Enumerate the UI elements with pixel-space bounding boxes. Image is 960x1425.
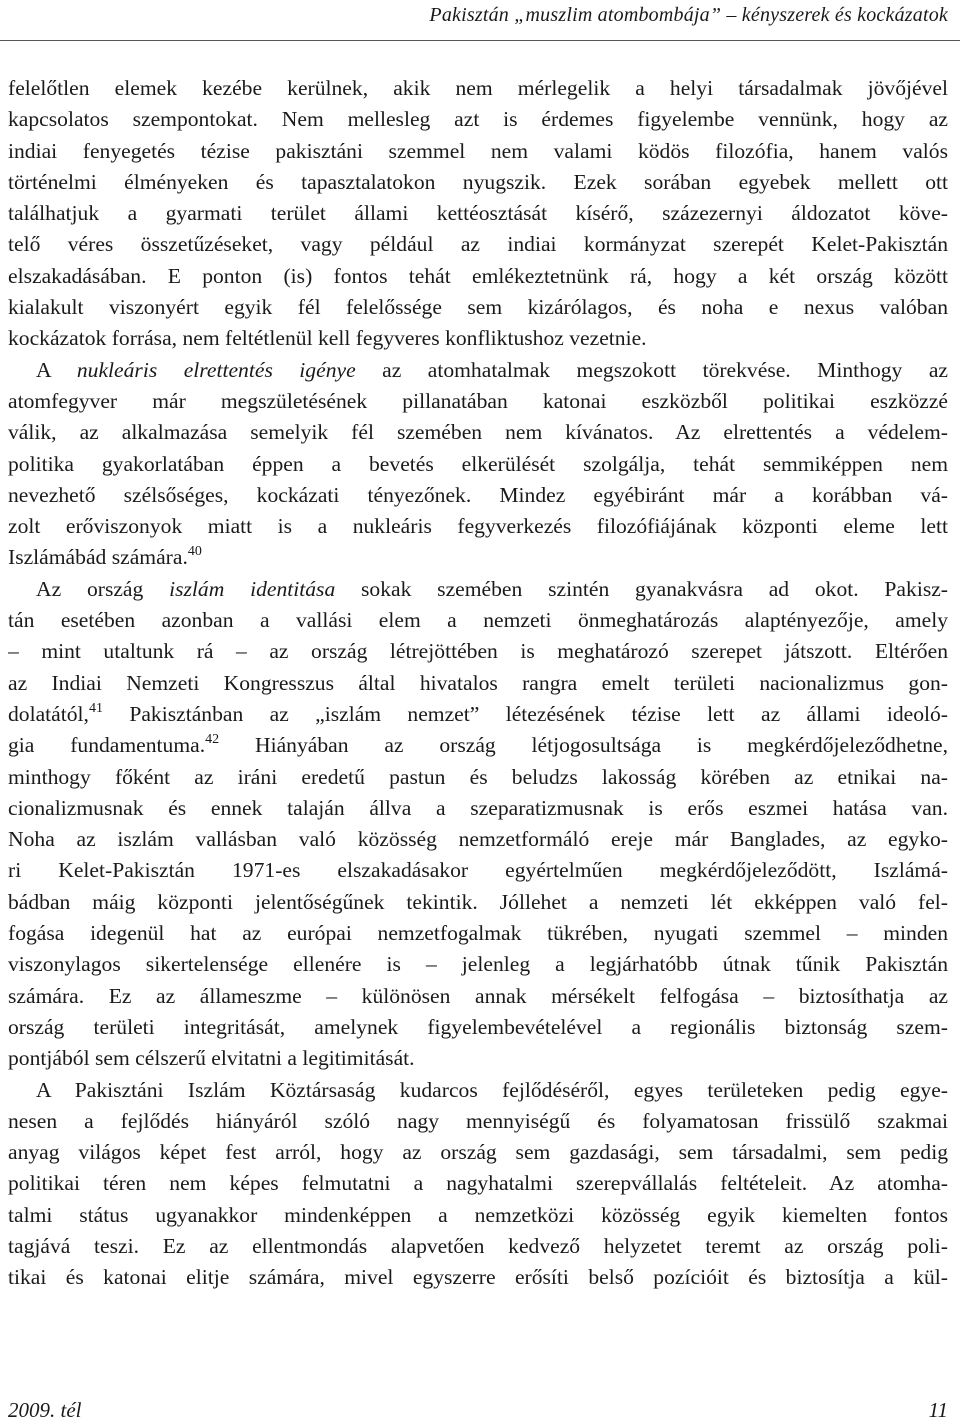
text-run: az atomhatalmak megszokott törekvése. Minthogy az: [355, 357, 948, 382]
footnote-ref[interactable]: 42: [205, 732, 220, 748]
text-line: zolt erőviszonyok miatt is a nukleáris fegyverkezés filozófiájának központi eleme lett: [8, 514, 948, 539]
text-run: Iszlámábád számára.: [8, 545, 188, 570]
text-line: minthogy főként az iráni eredetű pastun és beludzs lakosság körében az etnikai na-: [8, 764, 948, 789]
text-line: kapcsolatos szempontokat. Nem mellesleg azt is érdemes figyelembe vennünk, hogy az: [8, 107, 948, 132]
emphasis-term: nukleáris elrettentés igénye: [76, 357, 356, 382]
text-line: ri Kelet-Pakisztán 1971-es elszakadásakor egyértelműen megkérdőjeleződött, Iszlámá-: [8, 858, 948, 883]
text-run: Az ország: [36, 576, 170, 601]
text-line: az Indiai Nemzeti Kongresszus által hivatalos rangra emelt területi nacionalizmus gon-: [8, 670, 948, 695]
text-run: dolatától,: [8, 701, 89, 726]
text-line: találhatjuk a gyarmati terület állami kettéosztását kísérő, százezernyi áldozatot köve-: [8, 201, 948, 226]
text-line: felelőtlen elemek kezébe kerülnek, akik nem mérlegelik a helyi társadalmak jövőjével: [8, 76, 948, 100]
footnote-ref[interactable]: 41: [88, 700, 103, 716]
text-line: politikai téren nem képes felmutatni a nagyhatalmi szerepvállalás feltételeit. Az atomha-: [8, 1171, 948, 1196]
text-line: politika gyakorlatában éppen a bevetés elkerülését szolgálja, tehát semmiképpen nem: [8, 451, 948, 476]
text-run: Hiányában az ország létjogosultsága is megkérdőjeleződhetne,: [219, 733, 948, 758]
emphasis-term: iszlám identitása: [169, 576, 336, 601]
text-line: tagjává teszi. Ez az ellentmondás alapvetően kedvező helyzetet teremt az ország poli-: [8, 1233, 948, 1258]
text-line: [8, 699, 948, 730]
paragraph-2: [8, 355, 948, 574]
text-run: sokak szemében szintén gyanakvásra ad okot. Pakisz-: [335, 576, 948, 601]
text-run: Pakisztánban az „iszlám nemzet” létezésének tézise lett az állami ideoló-: [102, 701, 948, 726]
text-line: Noha az iszlám vallásban való közösség nemzetformáló ereje már Banglades, az egyko-: [8, 827, 948, 852]
text-line: [8, 542, 948, 573]
text-line: A Pakisztáni Iszlám Köztársaság kudarcos fejlődéséről, egyes területeken pedig egye-: [36, 1077, 948, 1102]
text-line: bádban máig központi jelentőségűnek tekintik. Jóllehet a nemzeti lét ekképpen való fel-: [8, 889, 948, 914]
text-line: anyag világos képet fest arról, hogy az ország sem gazdasági, sem társadalmi, sem pedig: [8, 1140, 948, 1165]
text-line: elszakadásában. E ponton (is) fontos tehát emlékeztetnünk rá, hogy a két ország között: [8, 263, 948, 288]
text-line: indiai fenyegetés tézise pakisztáni szemmel nem valami ködös filozófia, hanem valós: [8, 138, 948, 163]
text-line: kialakult viszonyért egyik fél felelőssége sem kizárólagos, és noha e nexus valóban: [8, 295, 948, 320]
text-line: talmi státus ugyanakkor mindenképpen a nemzetközi közösség egyik kiemelten fontos: [8, 1202, 948, 1227]
text-line: tikai és katonai elitje számára, mivel egyszerre erősíti bels​ő pozícióit és biztosítja a kül-: [8, 1265, 948, 1290]
text-line: [8, 574, 948, 605]
text-run: gia fundamentuma.: [8, 733, 206, 758]
text-line: válik, az alkalmazása semelyik fél szemében nem kívánatos. Az elrettentés a védelem-: [8, 420, 948, 445]
text-line: kockázatok forrása, nem feltétlenül kell fegyveres konfliktushoz vezetnie.: [8, 326, 647, 351]
text-line: cionalizmusnak és ennek talaján állva a szeparatizmusnak is erős eszmei hatása van.: [8, 795, 948, 820]
text-line: [8, 355, 948, 386]
paragraph-4: [8, 1075, 948, 1294]
footnote-ref[interactable]: 40: [187, 544, 202, 560]
text-line: számára. Ez az állameszme – különösen annak mérsékelt felfogása – biztosíthatja az: [8, 983, 948, 1008]
text-line: ország területi integritását, amelynek figyelembevételével a regionális biztonság szem-: [8, 1014, 948, 1039]
text-line: nevezhető szélsőséges, kockázati tényezőnek. Mindez egyébiránt már a korábban vá-: [8, 482, 948, 507]
running-title: Pakisztán „muszlim atombombája” – kényszerek és kockázatok: [429, 4, 948, 26]
header-rule: [0, 40, 960, 41]
text-line: atomfegyver már megszületésének pillanatában katonai eszközből politikai eszközzé: [8, 388, 948, 413]
text-line: tán esetében azonban a vallási elem a nemzeti önmeghatározás alaptényezője, amely: [8, 608, 948, 633]
paragraph-1: [8, 73, 948, 355]
issue-label: 2009. tél: [8, 1398, 82, 1422]
text-run: A: [36, 357, 77, 382]
paragraph-3: [8, 574, 948, 1075]
page-number: 11: [928, 1398, 948, 1422]
text-line: történelmi élményeken és tapasztalatokon nyugszik. Ezek sorában egyebek mellett ott: [8, 169, 948, 194]
text-line: fogása idegenül hat az európai nemzetfogalmak tükrében, nyugati szemmel – minden: [8, 921, 948, 946]
running-header: [0, 0, 960, 40]
text-line: telő véres összetűzéseket, vagy például az indiai kormányzat szerepét Kelet-Pakisztán: [8, 232, 948, 257]
text-line: – mint utaltunk rá – az ország létrejöttében is meghatározó szerepet játszott. Eltérően: [8, 639, 948, 664]
text-line: viszonylagos sikertelensége ellenére is – jelenleg a legjárhatóbb útnak tűnik Pakisztán: [8, 952, 948, 977]
text-line: nesen a fejlődés hiányáról szóló nagy mennyiségű és folyamatosan frissülő szakmai: [8, 1108, 948, 1133]
article-body: [8, 73, 948, 1294]
text-line: pontjából sem célszerű elvitatni a legitimitását.: [8, 1046, 415, 1071]
text-line: [8, 730, 948, 761]
